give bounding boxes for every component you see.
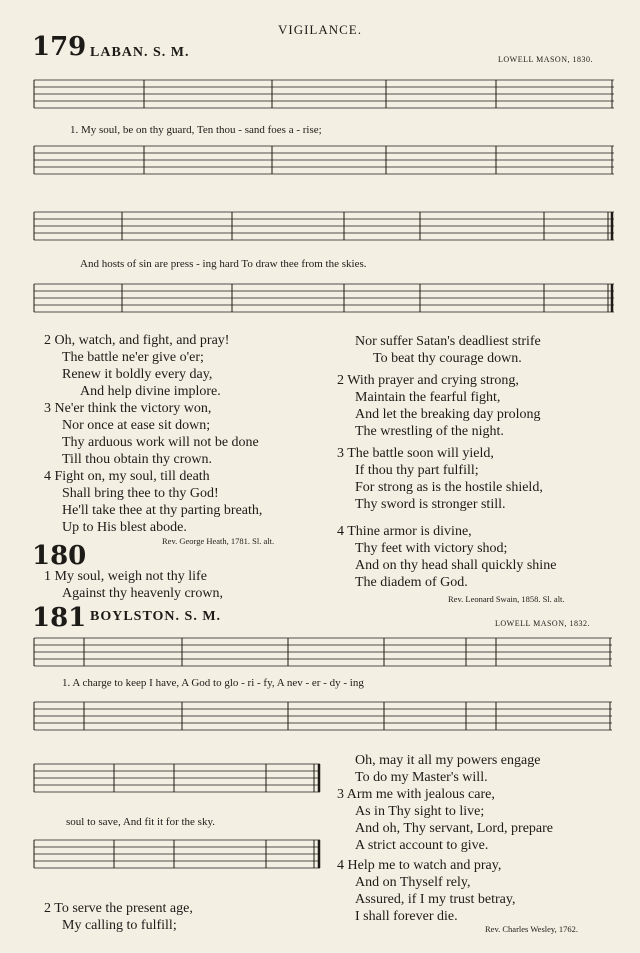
lyrics-179-line-2: And hosts of sin are press - ing hard To draw thee from the skies. (80, 258, 367, 270)
music-staff-181-treble-2 (34, 760, 320, 804)
hymn-number-181: 181 (32, 603, 87, 633)
verse-line: To beat thy courage down. (373, 351, 522, 366)
verse-line: A strict account to give. (355, 838, 489, 853)
verse-line: As in Thy sight to live; (355, 804, 485, 819)
verse-line: And let the breaking day prolong (355, 407, 541, 422)
verse-line: And help divine implore. (80, 384, 221, 399)
verse-line: 1 My soul, weigh not thy life (44, 569, 207, 584)
verses-180-right (337, 333, 556, 591)
verse-line: And on Thyself rely, (355, 875, 471, 890)
tune-name-boylston: BOYLSTON. S. M. (90, 609, 222, 624)
verses-180-left (44, 568, 223, 602)
attribution-181: Rev. Charles Wesley, 1762. (485, 924, 578, 934)
music-staff-181-bass-2 (34, 836, 320, 880)
verse-line: 3 The battle soon will yield, (337, 446, 494, 461)
verse-line: 4 Thine armor is divine, (337, 524, 472, 539)
tune-name-laban: LABAN. S. M. (90, 45, 190, 60)
verse-line: 3 Arm me with jealous care, (337, 787, 495, 802)
verse-line: If thou thy part fulfill; (355, 463, 479, 478)
verse-line: Maintain the fearful fight, (355, 390, 501, 405)
verse-line: Thy sword is stronger still. (355, 497, 506, 512)
verse-line: He'll take thee at thy parting breath, (62, 503, 263, 518)
lyrics-181-line-2: soul to save, And fit it for the sky. (66, 816, 215, 828)
verses-179 (44, 332, 262, 536)
music-staff-179-treble-2 (34, 208, 614, 252)
verse-line: 3 Ne'er think the victory won, (44, 401, 212, 416)
verse-line: The diadem of God. (355, 575, 468, 590)
music-staff-179-treble-1 (34, 76, 614, 120)
attribution-180: Rev. Leonard Swain, 1858. Sl. alt. (448, 594, 565, 604)
music-staff-179-bass-2 (34, 280, 614, 324)
verse-line: 2 To serve the present age, (44, 901, 193, 916)
verse-line: And on thy head shall quickly shine (355, 558, 557, 573)
verse-line: Thy feet with victory shod; (355, 541, 508, 556)
verse-line: Shall bring thee to thy God! (62, 486, 219, 501)
lyrics-179-line-1: 1. My soul, be on thy guard, Ten thou - sand foes a - rise; (70, 124, 322, 136)
verse-line: 4 Help me to watch and pray, (337, 858, 502, 873)
verse-line: To do my Master's will. (355, 770, 488, 785)
verse-line: And oh, Thy servant, Lord, prepare (355, 821, 554, 836)
verse-line: My calling to fulfill; (62, 918, 177, 933)
verse-line: For strong as is the hostile shield, (355, 480, 543, 495)
verse-line: Up to His blest abode. (62, 520, 187, 535)
verse-line: Renew it boldly every day, (62, 367, 213, 382)
verse-line: Assured, if I my trust betray, (355, 892, 516, 907)
verse-line: Thy arduous work will not be done (62, 435, 259, 450)
composer-credit-179: LOWELL MASON, 1830. (498, 55, 593, 64)
verses-181-left (44, 900, 193, 934)
verse-line: Till thou obtain thy crown. (62, 452, 212, 467)
verse-line: The wrestling of the night. (355, 424, 504, 439)
composer-credit-181: LOWELL MASON, 1832. (495, 619, 590, 628)
verse-line: Against thy heavenly crown, (62, 586, 223, 601)
music-staff-181-treble-1 (34, 634, 612, 678)
verse-line: 4 Fight on, my soul, till death (44, 469, 210, 484)
hymn-number-180: 180 (32, 541, 87, 571)
verse-line: The battle ne'er give o'er; (62, 350, 204, 365)
page-title: VIGILANCE. (277, 22, 362, 37)
music-staff-179-bass-1 (34, 142, 614, 186)
verses-181-right (337, 752, 553, 925)
music-staff-181-bass-1 (34, 698, 612, 742)
attribution-179: Rev. George Heath, 1781. Sl. alt. (162, 536, 275, 546)
hymn-number-179: 179 (32, 32, 87, 62)
verse-line: 2 With prayer and crying strong, (337, 373, 519, 388)
verse-line: Oh, may it all my powers engage (355, 753, 541, 768)
verse-line: 2 Oh, watch, and fight, and pray! (44, 333, 230, 348)
verse-line: Nor once at ease sit down; (62, 418, 211, 433)
lyrics-181-line-1: 1. A charge to keep I have, A God to glo - ri - fy, A nev - er - dy - ing (62, 677, 364, 689)
verse-line: Nor suffer Satan's deadliest strife (355, 334, 541, 349)
verse-line: I shall forever die. (355, 909, 458, 924)
